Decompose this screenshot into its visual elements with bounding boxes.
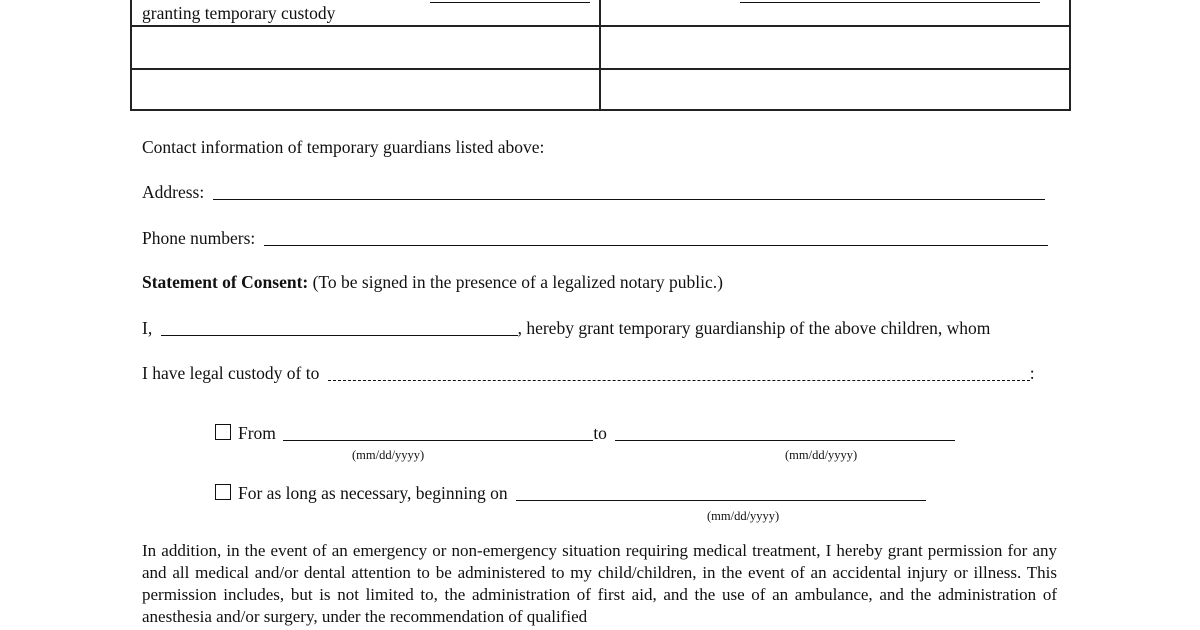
address-row	[142, 182, 1045, 203]
consent-row	[142, 272, 723, 293]
table-column-divider	[599, 0, 601, 111]
phone-field[interactable]	[264, 231, 1048, 246]
from-label: From	[238, 423, 276, 443]
table-border-left	[130, 0, 132, 111]
from-option-row	[215, 423, 955, 444]
children-table	[130, 0, 1070, 111]
grant-prefix: I,	[142, 318, 153, 338]
table-row-divider	[130, 25, 1070, 27]
grantor-name-field[interactable]	[161, 321, 518, 336]
to-date-field[interactable]	[615, 426, 955, 441]
table-cell-cut-text	[740, 0, 1040, 3]
contact-heading: Contact information of temporary guardians listed above:	[142, 137, 545, 157]
to-label: to	[593, 423, 607, 443]
phone-label: Phone numbers:	[142, 228, 256, 248]
to-date-format: (mm/dd/yyyy)	[785, 448, 858, 462]
table-cell-header: granting temporary custody	[142, 3, 336, 23]
necessary-checkbox[interactable]	[215, 484, 231, 500]
guardian-name-field[interactable]	[328, 366, 1030, 381]
address-field[interactable]	[213, 185, 1045, 200]
from-checkbox[interactable]	[215, 424, 231, 440]
phone-row	[142, 228, 1048, 249]
table-border-right	[1069, 0, 1071, 111]
table-row-divider	[130, 68, 1070, 70]
consent-heading: Statement of Consent:	[142, 272, 309, 292]
custody-prefix: I have legal custody of to	[142, 363, 320, 383]
grant-row	[142, 318, 990, 339]
necessary-option-row	[215, 483, 926, 504]
custody-row	[142, 363, 1035, 384]
consent-note: (To be signed in the presence of a legalized notary public.)	[312, 272, 723, 292]
table-border-bottom	[130, 109, 1070, 111]
beginning-date-format: (mm/dd/yyyy)	[707, 509, 780, 523]
table-cell-cut-text	[430, 0, 590, 3]
address-label: Address:	[142, 182, 205, 202]
medical-permission-paragraph: In addition, in the event of an emergency or non-emergency situation requiring medical treatment, I hereby grant permission for any and all medical and/or dental attention to be administered to my child/children, in the event of an accidental injury or illness. This permission includes, but is not limited to, the administration of first aid, and the use of an ambulance, and the administration of anesthesia and/or surgery, under the recommendation of qualified	[142, 541, 1057, 626]
grant-suffix: , hereby grant temporary guardianship of the above children, whom	[517, 318, 991, 338]
from-date-field[interactable]	[283, 426, 593, 441]
from-date-format: (mm/dd/yyyy)	[352, 448, 425, 462]
custody-suffix: :	[1029, 363, 1035, 383]
beginning-date-field[interactable]	[516, 486, 926, 501]
necessary-label: For as long as necessary, beginning on	[238, 483, 508, 503]
